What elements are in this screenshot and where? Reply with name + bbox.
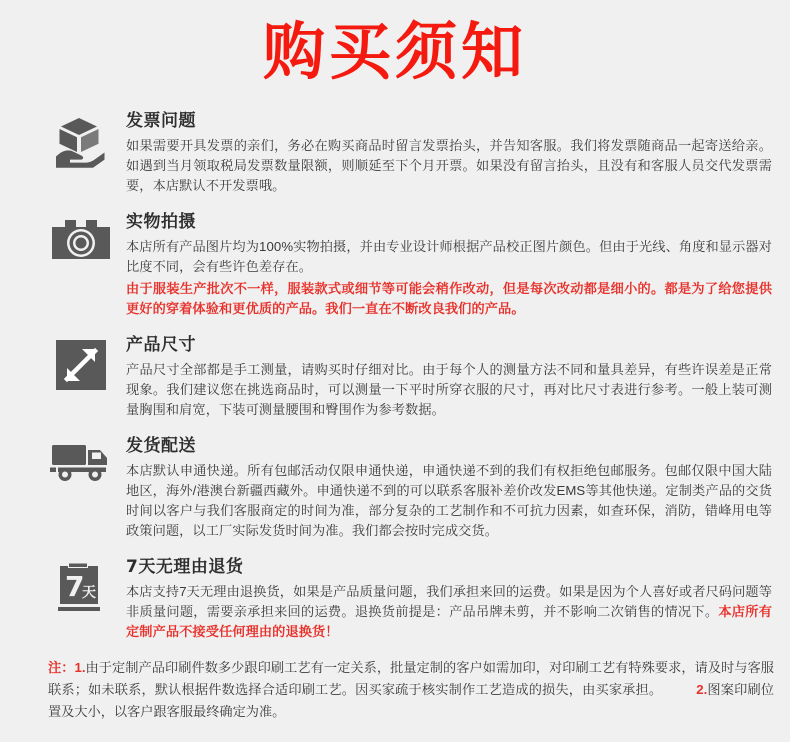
section-shipping-body: [126, 435, 776, 543]
footer-notes: [0, 657, 790, 723]
seven-day-return-icon: [36, 556, 126, 616]
footer-note-line: [48, 657, 774, 723]
section-real-photos-body: [126, 211, 776, 321]
section-heading: 7天无理由退货: [126, 557, 244, 577]
resize-arrow-icon: [36, 334, 126, 390]
note-label: 注：: [48, 660, 75, 675]
note-number-2: 2.: [696, 682, 708, 697]
page-title-container: [0, 0, 790, 88]
section-heading: 发货配送: [126, 436, 196, 456]
seven-day-icon-number: 7: [65, 570, 85, 603]
note-text-2: 图案印刷位置及大小，以客户跟客服最终确定为准。: [48, 682, 774, 719]
section-paragraph: 产品尺寸全部都是手工测量，请购买时仔细对比。由于每个人的测量方法不同和量具差异，有些许误差是正常现象。我们建议您在挑选商品时，可以测量一下平时所穿衣服的尺寸，再对比尺寸表进行参考。一般上装可测量胸围和肩宽，下装可测量腰围和臀围作为参考数据。: [126, 362, 772, 417]
delivery-truck-icon: [36, 435, 126, 485]
section-product-size: [36, 334, 776, 422]
section-seven-day-return: [36, 556, 776, 644]
section-paragraph: 本店默认申通快递。所有包邮活动仅限申通快递，申通快递不到的我们有权拒绝包邮服务。包邮仅限中国大陆地区，海外/港澳台新疆西藏外。申通快递不到的可以联系客服补差价改发EMS等其他快递。定制类产品的交货时间以客户与我们客服商定的时间为准，部分复杂的工艺制作和不可抗力因素，如查环保，消防，错峰用电等政策问题，以工厂实际发货时间为准。我们都会按时完成交货。: [126, 463, 772, 538]
section-seven-day-return-body: [126, 556, 776, 644]
section-shipping: [36, 435, 776, 543]
paragraph-dark-part: 本店支持7天无理由退换货，如果是产品质量问题，我们承担来回的运费。如果是因为个人喜好或者尺码问题等非质量问题，需要亲承担来回的运费。退换货前提是：产品吊牌未剪，并不影响二次销售的情况下。: [126, 584, 772, 619]
section-paragraph: [126, 582, 772, 642]
note-number-1: 1.: [74, 660, 86, 675]
section-paragraph: 如果需要开具发票的亲们，务必在购买商品时留言发票抬头，并告知客服。我们将发票随商品一起寄送给亲。如遇到当月领取税局发票数量限额，则顺延至下个月开票。如果没有留言抬头，且没有和客服人员交代发票需要，本店默认不开发票哦。: [126, 138, 772, 193]
section-heading: 发票问题: [126, 111, 196, 131]
section-paragraph: 本店所有产品图片均为100%实物拍摄，并由专业设计师根据产品校正图片颜色。但由于光线、角度和显示器对比度不同，会有些许色差存在。: [126, 239, 772, 274]
notice-sections: [0, 110, 790, 644]
section-product-size-body: [126, 334, 776, 422]
section-invoice-body: [126, 110, 776, 198]
section-heading: 产品尺寸: [126, 335, 196, 355]
note-text-1: 由于定制产品印刷件数多少跟印刷工艺有一定关系，批量定制的客户如需加印，对印刷工艺有特殊要求，请及时与客服联系；如未联系，默认根据件数选择合适印刷工艺。因买家疏于核实制作工艺造成的损失，由买家承担。: [48, 660, 774, 697]
seven-day-icon-unit: 天: [82, 585, 96, 601]
section-real-photos: [36, 211, 776, 321]
paragraph-red-part: 本店所有定制产品不接受任何理由的退换货！: [126, 604, 772, 639]
camera-icon: [36, 211, 126, 265]
section-heading: 实物拍摄: [126, 212, 196, 232]
page-title: 购买须知: [262, 15, 527, 88]
box-in-hand-icon: [36, 110, 126, 170]
section-paragraph-highlight: 由于服装生产批次不一样，服装款式或细节等可能会稍作改动，但是每次改动都是细小的。都是为了给您提供更好的穿着体验和更优质的产品。我们一直在不断改良我们的产品。: [126, 281, 772, 316]
section-invoice: [36, 110, 776, 198]
